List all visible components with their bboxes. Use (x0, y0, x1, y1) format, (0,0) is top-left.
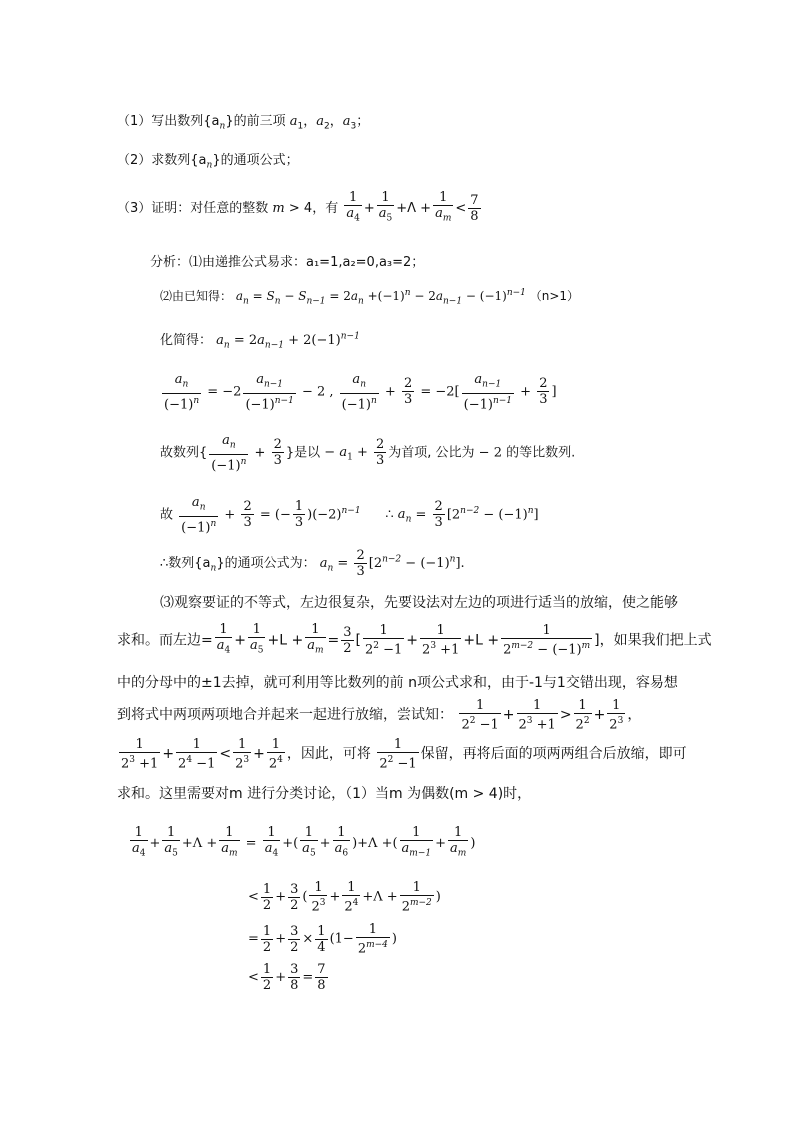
question-3: （3）证明：对任意的整数 m > 4，有 $\frac{1}{a_4}$ + $\frac{1}{a_5}$ +Λ + $\frac{1}{a_m}$ < $\frac{7}{8}$ (117, 190, 483, 227)
general-term-prefix: ∴数列{a (160, 556, 211, 571)
part3-line-1 (160, 592, 678, 612)
simplify-label: 化简得： (160, 333, 213, 348)
geometric-sequence-line: 故数列{ $\frac{a_n}{(-1)^n}$ + $\frac{2}{3}$ }是以 − $a_1$ + $\frac{2}{3}$ 为首项, 公比为 − 2 的等比数列. (160, 433, 576, 473)
is-first-term: 是以 (294, 445, 321, 461)
question-1-tail: }的前三项 (225, 114, 286, 129)
question-2-tail: }的通项公式； (212, 153, 299, 168)
analysis-2-suffix: （n>1） (529, 289, 580, 303)
question-1-text: （1）写出数列{a (117, 114, 220, 129)
part3-line-2: 求和。而左边= $\frac{1}{a_4}$ + $\frac{1}{a_5}$ +L + $\frac{1}{a_m}$ = $\frac{3}{2}$ [ $\frac{1}{2^2 -1}$ + $\frac{1}{2^3 +1}$ +L + $\frac{1}{2^{m-2} - (-1)^m}$ ]，如果我们把上式 (117, 622, 712, 658)
gu-label: 故 (160, 507, 174, 523)
derivation-line-1: $\frac{1}{a_4}$ + $\frac{1}{a_5}$ +Λ + $\frac{1}{a_m}$ = $\frac{1}{a_4}$ +( $\frac{1}{a_5}$ + $\frac{1}{a_6}$ )+Λ +( $\frac{1}{a_{m-1}}$ + $\frac{1}{a_m}$ ) (128, 825, 475, 862)
analysis-1-text: 分析：⑴由递推公式易求：a₁=1,a₂=0,a₃=2； (150, 255, 425, 270)
part3-line-6 (117, 783, 531, 803)
part3-text-6: 求和。这里需要对m 进行分类讨论，（1）当m 为偶数(m > 4)时， (117, 786, 532, 802)
part3-line-5: $\frac{1}{2^3 +1}$ + $\frac{1}{2^4 -1}$ < $\frac{1}{2^3}$ + $\frac{1}{2^4}$ ，因此，可将 $\frac{1}{2^2 -1}$ 保留，再将后面的项两两组合后放缩，即可 (121, 737, 687, 772)
question-3-mid: ，有 (312, 200, 339, 216)
recurrence-transform: $\frac{a_n}{(-1)^n}$ = −2 $\frac{a_{n-1}}{(-1)^{n-1}}$ − 2 , $\frac{a_n}{(-1)^n}$ + $\frac{2}{3}$ = −2[ $\frac{a_{n-1}}{(-1)^{n-1}}$ + $\frac{2}{3}$ ] (164, 372, 557, 412)
part3-text-2-suffix: ，如果我们把上式 (599, 632, 712, 649)
part3-line-4: 到将式中两项两项地合并起来一起进行放缩，尝试知： $\frac{1}{2^2 -1}$ + $\frac{1}{2^3 +1}$ > $\frac{1}{2^2}$ + $\frac{1}{2^3}$ ， (117, 698, 642, 733)
analysis-2: ⑵由已知得： $a_n = S_n - S_{n-1} = 2a_n +(-1)^n - 2a_{n-1} - (-1)^{n-1}$ （n>1） (160, 288, 580, 307)
general-term-line: ∴数列$\{a_n\}$的通项公式为： $a_n$ = $\frac{2}{3}$ $[2^{n-2} - (-1)^n]$. (160, 548, 465, 579)
part3-text-4-prefix: 到将式中两项两项地合并起来一起进行放缩，尝试知： (117, 707, 453, 724)
question-3-text: （3）证明：对任意的整数 (117, 200, 269, 216)
analysis-1 (150, 251, 424, 270)
general-term-tail: }的通项公式为： (216, 556, 316, 571)
simplify-line: 化简得： $a_n = 2a_{n-1} + 2(-1)^{n-1}$ (160, 331, 360, 351)
part3-text-3: 中的分母中的±1去掉，就可利用等比数列的前 n项公式求和，由于-1与1交错出现，容易想 (117, 675, 678, 691)
geometric-label: 的等比数列. (506, 445, 576, 461)
analysis-2-prefix: ⑵由已知得： (160, 289, 233, 303)
derivation-line-2: < $\frac{1}{2}$ + $\frac{3}{2}$ ( $\frac{1}{2^3}$ + $\frac{1}{2^4}$ +Λ + $\frac{1}{2^{m-2}}$ ) (248, 880, 441, 915)
as-first-term: 为首项, 公比为 (388, 445, 475, 461)
closed-form-line: 故 $\frac{a_n}{(-1)^n}$ + $\frac{2}{3}$ = (− $\frac{1}{3}$ )$(-2)^{n-1}$ ∴ $a_n$ = $\frac{2}{3}$ $[2^{n-2} - (-1)^n]$ (160, 495, 539, 535)
part3-text-5-suffix: 保留，再将后面的项两两组合后放缩，即可 (420, 746, 687, 763)
part3-text-1: ⑶观察要证的不等式，左边很复杂，先要设法对左边的项进行适当的放缩，使之能够 (160, 595, 678, 611)
question-2: （2）求数列$\{a_n\}$的通项公式； (117, 153, 299, 171)
part3-text-5-mid: ，因此，可将 (286, 746, 371, 763)
derivation-line-4: < $\frac{1}{2}$ + $\frac{3}{8}$ = $\frac{7}{8}$ (248, 962, 326, 993)
question-1: （1）写出数列$\{a_n\}$的前三项 $a_1$，$a_2$，$a_3$； (117, 114, 370, 132)
part3-text-2-prefix: 求和。而左边= (117, 632, 213, 649)
part3-line-3 (117, 672, 678, 692)
derivation-line-3: = $\frac{1}{2}$ + $\frac{3}{2}$ × $\frac{1}{4}$ (1− $\frac{1}{2^{m-4}}$ ) (248, 922, 397, 957)
therefore-seq-label: 故数列 (160, 445, 200, 461)
question-2-text: （2）求数列{a (117, 153, 207, 168)
